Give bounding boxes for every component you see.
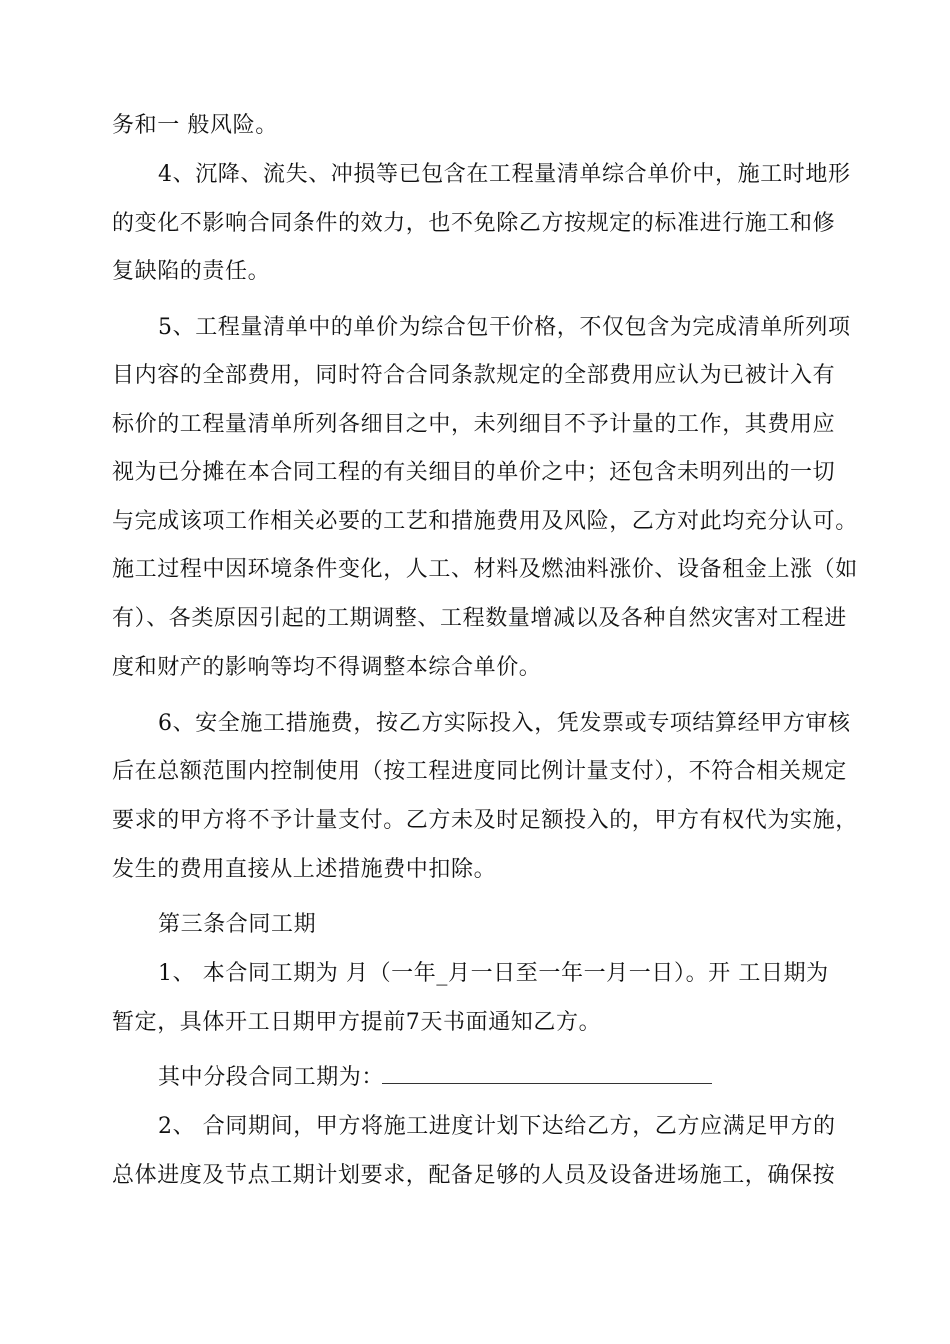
text-line: 1、 本合同工期为 月（一年_月一日至一年一月一日）。开 工日期为: [158, 961, 829, 986]
text-line: 与完成该项工作相关必要的工艺和措施费用及风险，乙方对此均充分认可。: [112, 509, 858, 534]
text-line: 要求的甲方将不予计量支付。乙方未及时足额投入的，甲方有权代为实施，: [112, 808, 858, 833]
text-line: 2、 合同期间，甲方将施工进度计划下达给乙方，乙方应满足甲方的: [158, 1114, 836, 1139]
text-line: 度和财产的影响等均不得调整本综合单价。: [112, 655, 542, 680]
text-line: 复缺陷的责任。: [112, 259, 271, 284]
text-line: 发生的费用直接从上述措施费中扣除。: [112, 857, 497, 882]
text-line: 4、沉降、流失、冲损等已包含在工程量清单综合单价中，施工时地形: [158, 162, 851, 187]
text-line: 标价的工程量清单所列各细目之中，未列细目不予计量的工作，其费用应: [112, 412, 836, 437]
text-line: 视为已分摊在本合同工程的有关细目的单价之中；还包含未明列出的一切: [112, 460, 836, 485]
text-line: 施工过程中因环境条件变化，人工、材料及燃油料涨价、设备租金上涨（如: [112, 557, 858, 582]
text-line: 务和一 般风险。: [112, 113, 278, 138]
text-line: 目内容的全部费用，同时符合合同条款规定的全部费用应认为已被计入有: [112, 363, 836, 388]
text-line: 总体进度及节点工期计划要求，配备足够的人员及设备进场施工，确保按: [112, 1163, 836, 1188]
text-line: 暂定，具体开工日期甲方提前7天书面通知乙方。: [112, 1010, 602, 1035]
text-line: 5、工程量清单中的单价为综合包干价格，不仅包含为完成清单所列项: [158, 315, 851, 340]
fill-in-blank-line: [382, 1083, 712, 1084]
text-line: 的变化不影响合同条件的效力，也不免除乙方按规定的标准进行施工和修: [112, 211, 836, 236]
text-line: 后在总额范围内控制使用（按工程进度同比例计量支付），不符合相关规定: [112, 759, 847, 784]
text-line: 其中分段合同工期为：: [158, 1065, 385, 1090]
text-line: 有）、各类原因引起的工期调整、工程数量增减以及各种自然灾害对工程进: [112, 606, 847, 631]
section-heading: 第三条合同工期: [158, 912, 317, 937]
text-line: 6、安全施工措施费，按乙方实际投入，凭发票或专项结算经甲方审核: [158, 711, 851, 736]
